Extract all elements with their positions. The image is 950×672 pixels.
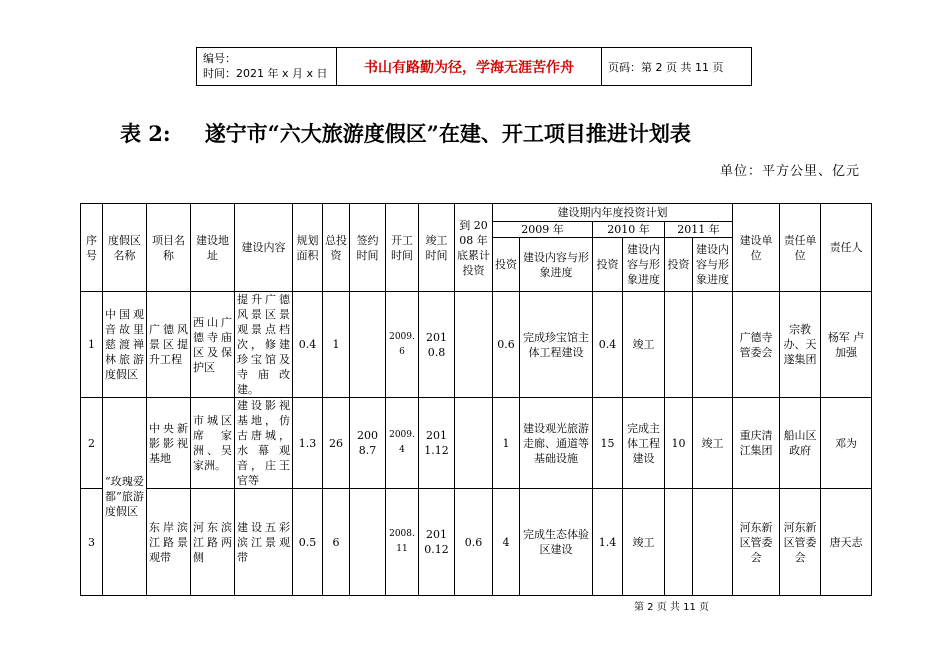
table-number: 表 2:: [120, 121, 171, 146]
cell-prog-2011: 竣工: [693, 398, 733, 489]
col-start-time: 开工时间: [386, 204, 419, 292]
col-resp-person: 责任人: [821, 204, 872, 292]
cell-inv-2010: 15: [593, 398, 623, 489]
cell-end-time: 2010.12: [419, 489, 455, 596]
cell-resp-person: 邓为: [821, 398, 872, 489]
cell-resp-person: 唐天志: [821, 489, 872, 596]
col-build-unit: 建设单位: [733, 204, 780, 292]
cell-address: 市城区席家洲、吴家洲。: [191, 398, 235, 489]
cell-inv-2010: 1.4: [593, 489, 623, 596]
table-row: [81, 398, 872, 489]
cell-inv-2009: 4: [493, 489, 520, 596]
cell-project: 广德风景区提升工程: [147, 292, 191, 398]
cell-project: 东岸滨江路景观带: [147, 489, 191, 596]
cell-resp-person: 杨军 卢加强: [821, 292, 872, 398]
col-address: 建设地址: [191, 204, 235, 292]
cell-cum-2008: 0.6: [455, 489, 493, 596]
table-row: [81, 489, 872, 596]
header-meta: [197, 48, 337, 85]
cell-resort: “玫瑰爱都”旅游度假区: [103, 398, 147, 596]
cell-build-unit: 广德寺管委会: [733, 292, 780, 398]
unit-label: 单位：平方公里、亿元: [719, 164, 860, 179]
col-end-time: 竣工时间: [419, 204, 455, 292]
page-label: 页码：第 2 页 共 11 页: [608, 60, 724, 74]
header-row-1: [81, 204, 872, 222]
cell-sign-time: [350, 292, 386, 398]
cell-seq: 1: [81, 292, 103, 398]
cell-inv-2009: 0.6: [493, 292, 520, 398]
col-progress-2010: 建设内容与形象进度: [623, 238, 665, 292]
col-content: 建设内容: [235, 204, 293, 292]
col-progress-2011: 建设内容与形象进度: [693, 238, 733, 292]
cell-content: 建设五彩滨江景观带: [235, 489, 293, 596]
motto: 书山有路勤为径，学海无涯苦作舟: [337, 48, 602, 85]
cell-prog-2010: 竣工: [623, 489, 665, 596]
cell-area: 1.3: [293, 398, 323, 489]
cell-prog-2011: [693, 489, 733, 596]
cell-address: 河东滨江路两侧: [191, 489, 235, 596]
cell-inv-2011: [665, 292, 693, 398]
table-row: [81, 292, 872, 398]
cell-prog-2009: 建设观光旅游走廊、通道等基础设施: [520, 398, 593, 489]
cell-address: 西山广德寺庙区及保护区: [191, 292, 235, 398]
cell-end-time: 2010.8: [419, 292, 455, 398]
cell-seq: 2: [81, 398, 103, 489]
cell-sign-time: 2008.7: [350, 398, 386, 489]
cell-content: 提升广德风景区景观景点档次，修建珍宝馆及寺庙改建。: [235, 292, 293, 398]
cell-prog-2009: 完成生态体验区建设: [520, 489, 593, 596]
cell-prog-2009: 完成珍宝馆主体工程建设: [520, 292, 593, 398]
cell-prog-2010: 完成主体工程建设: [623, 398, 665, 489]
col-progress-2009: 建设内容与形象进度: [520, 238, 593, 292]
col-seq: 序号: [81, 204, 103, 292]
col-plan-group: 建设期内年度投资计划: [493, 204, 733, 222]
cell-resp-unit: 船山区政府: [780, 398, 821, 489]
cell-inv-2009: 1: [493, 398, 520, 489]
document-title: [120, 118, 691, 148]
cell-cum-2008: [455, 398, 493, 489]
col-invest-2009: 投资: [493, 238, 520, 292]
cell-inv-2011: [665, 489, 693, 596]
cell-area: 0.5: [293, 489, 323, 596]
cell-start-time: 2009.4: [386, 398, 419, 489]
cell-resp-unit: 河东新区管委会: [780, 489, 821, 596]
col-area: 规划面积: [293, 204, 323, 292]
cell-sign-time: [350, 489, 386, 596]
title-text: 遂宁市“六大旅游度假区”在建、开工项目推进计划表: [204, 121, 691, 146]
number-label: 编号：: [203, 52, 236, 65]
cell-build-unit: 重庆清江集团: [733, 398, 780, 489]
cell-cum-2008: [455, 292, 493, 398]
col-invest-2010: 投资: [593, 238, 623, 292]
page-header: [196, 47, 752, 86]
cell-start-time: 2008. 11: [386, 489, 419, 596]
cell-build-unit: 河东新区管委会: [733, 489, 780, 596]
cell-end-time: 2011.12: [419, 398, 455, 489]
cell-content: 建设影视基地，仿古唐城，水幕观音，庄王官等: [235, 398, 293, 489]
cell-total: 26: [323, 398, 350, 489]
cell-inv-2011: 10: [665, 398, 693, 489]
project-table: [80, 203, 872, 596]
cell-resp-unit: 宗教办、天遂集团: [780, 292, 821, 398]
cell-inv-2010: 0.4: [593, 292, 623, 398]
col-year-2011: 2011 年: [665, 222, 733, 238]
col-cum-2008: 到 2008 年底累计投资: [455, 204, 493, 292]
cell-prog-2011: [693, 292, 733, 398]
col-project: 项目名称: [147, 204, 191, 292]
cell-project: 中央新影影视基地: [147, 398, 191, 489]
time-label: 时间：2021 年 x 月 x 日: [203, 67, 328, 80]
cell-total: 1: [323, 292, 350, 398]
page-footer: 第 2 页 共 11 页: [634, 602, 709, 613]
col-total: 总投资: [323, 204, 350, 292]
cell-start-time: 2009.6: [386, 292, 419, 398]
cell-resort: 中国观音故里慈渡禅林旅游度假区: [103, 292, 147, 398]
col-invest-2011: 投资: [665, 238, 693, 292]
cell-total: 6: [323, 489, 350, 596]
col-year-2010: 2010 年: [593, 222, 665, 238]
cell-seq: 3: [81, 489, 103, 596]
col-year-2009: 2009 年: [493, 222, 593, 238]
cell-area: 0.4: [293, 292, 323, 398]
col-resort: 度假区名称: [103, 204, 147, 292]
col-sign-time: 签约时间: [350, 204, 386, 292]
col-resp-unit: 责任单位: [780, 204, 821, 292]
cell-prog-2010: 竣工: [623, 292, 665, 398]
